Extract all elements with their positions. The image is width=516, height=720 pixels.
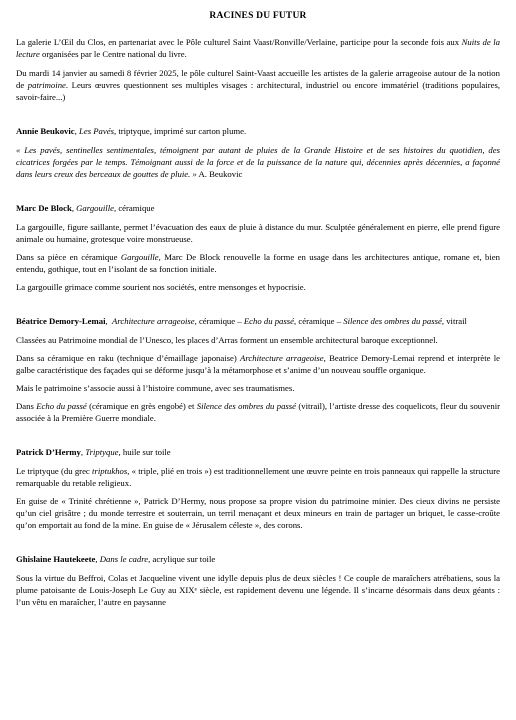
work-title: Echo du passé	[243, 316, 295, 326]
body-paragraph: En guise de « Trinité chrétienne », Patrick D’Hermy, nous propose sa propre vision du patrimoine minier. Des cieux divins ne persiste qu’un ciel grisâtre ; du monde terrestre et souterrain, un terril menaçant et deux mineurs en train de partager un briquet, le casse-croûte qu’on emportait au fond de la mine. En guise de « Jérusalem céleste », des corons.	[16, 496, 500, 530]
artist-name: Béatrice Demory-Lemai	[16, 316, 106, 326]
artist-heading: Patrick D’Hermy, Triptyque, huile sur toile	[16, 447, 171, 457]
artist-quote: « Les pavés, sentinelles sentimentales, témoignent par autant de pluies de la Grande Histoire et de ses histoires du quotidien, des cicatrices forgées par le temps. Témoignant aussi de la force et de la puissance de la nature qui, décennies après décennies, a façonné dans leurs creux des berceaux de gouttes de pluie. » A. Beukovic	[16, 145, 500, 179]
work-title: Silence des ombres du passé	[343, 316, 442, 326]
artist-name: Ghislaine Hautekeete	[16, 554, 96, 564]
intro-paragraph: Du mardi 14 janvier au samedi 8 février 2025, le pôle culturel Saint-Vaast accueille les artistes de la galerie arrageoise autour de la notion de patrimoine. Leurs œuvres questionnent ses multiples visages : architectural, industriel ou encore immatériel (traditions populaires, savoir-faire...)	[16, 68, 501, 102]
body-paragraph: Le triptyque (du grec triptukhos, « triple, plié en trois ») est traditionnellement une œuvre peinte en trois panneaux qui rappelle la structure remarquable du retable religieux.	[16, 466, 501, 488]
body-paragraph: La gargouille, figure saillante, permet l’évacuation des eaux de pluie à distance du mur. Sculptée généralement en pierre, elle prend figure animale ou humaine, grotesque voire monstrueuse.	[16, 222, 500, 244]
body-paragraph: Classées au Patrimoine mondial de l’Unesco, les places d’Arras forment un ensemble architectural baroque exceptionnel.	[16, 335, 438, 345]
body-paragraph: Dans Echo du passé (céramique en grès engobé) et Silence des ombres du passé (vitrail), l’artiste dresse des coquelicots, fleur du souvenir associée à la Première Guerre mondiale.	[16, 401, 501, 423]
work-title: Triptyque	[85, 447, 119, 457]
document-page	[16, 10, 500, 614]
artist-heading: Annie Beukovic, Les Pavés, triptyque, imprimé sur carton plume.	[16, 126, 247, 136]
work-title: Les Pavés	[79, 126, 114, 136]
work-medium: , triptyque, imprimé sur carton plume.	[113, 126, 247, 136]
work-medium: , huile sur toile	[118, 447, 171, 457]
artist-heading: Marc De Block, Gargouille, céramique	[16, 203, 155, 213]
artist-name: Patrick D’Hermy	[16, 447, 81, 457]
artist-heading: Ghislaine Hautekeete, Dans le cadre, acrylique sur toile	[16, 554, 216, 564]
work-title: Dans le cadre	[99, 554, 149, 564]
artist-name: Annie Beukovic	[16, 126, 75, 136]
work-title: Gargouille	[76, 203, 114, 213]
artist-name: Marc De Block	[16, 203, 72, 213]
intro-paragraph: La galerie L’Œil du Clos, en partenariat avec le Pôle culturel Saint Vaast/Ronville/Verlaine, participe pour la seconde fois aux Nuits de la lecture organisées par le Centre national du livre.	[16, 37, 500, 59]
artist-heading: Béatrice Demory-Lemai, Architecture arrageoise, céramique – Echo du passé, céramique – Silence des ombres du passé, vitrail	[16, 316, 467, 326]
work-title: Architecture arrageoise	[112, 316, 195, 326]
artist-section-beukovic	[16, 125, 500, 180]
body-paragraph: La gargouille grimace comme sourient nos sociétés, entre mensonges et hypocrisie.	[16, 282, 306, 292]
artist-section-dhermy	[16, 446, 500, 531]
artist-section-de-block	[16, 202, 500, 293]
document-title: RACINES DU FUTUR	[209, 11, 307, 21]
body-paragraph: Sous la virtue du Beffroi, Colas et Jacqueline vivent une idylle depuis plus de deux siècles ! Ce couple de maraîchers atrébatiens, sous la plume patoisante de Louis-Joseph Le Guy au XIXᵉ siècle, est rapidement devenu une légende. Il s’incarne désormais dans deux géants : l’un vêtu en maraîcher, l’autre en paysanne	[16, 573, 500, 607]
artist-section-hautekeete	[16, 553, 500, 608]
intro	[16, 36, 500, 103]
body-paragraph: Dans sa céramique en raku (technique d’émaillage japonaise) Architecture arrageoise, Beatrice Demory-Lemai reprend et interprète le galbe caractéristique des façades qui se déforme jusqu’à la métamorphose et s’anime d’un nouveau souffle organique.	[16, 353, 500, 375]
work-medium: , céramique	[113, 203, 155, 213]
artist-section-demory-lemai	[16, 315, 500, 424]
body-paragraph: Dans sa pièce en céramique Gargouille, Marc De Block renouvelle la forme en usage dans les architectures antique, romane et, bien entendu, gothique, tout en l’isolant de sa fonction initiale.	[16, 252, 500, 274]
quote-author: A. Beukovic	[196, 169, 243, 179]
work-medium: , acrylique sur toile	[148, 554, 216, 564]
body-paragraph: Mais le patrimoine s’associe aussi à l’histoire commune, avec ses traumatismes.	[16, 383, 295, 393]
